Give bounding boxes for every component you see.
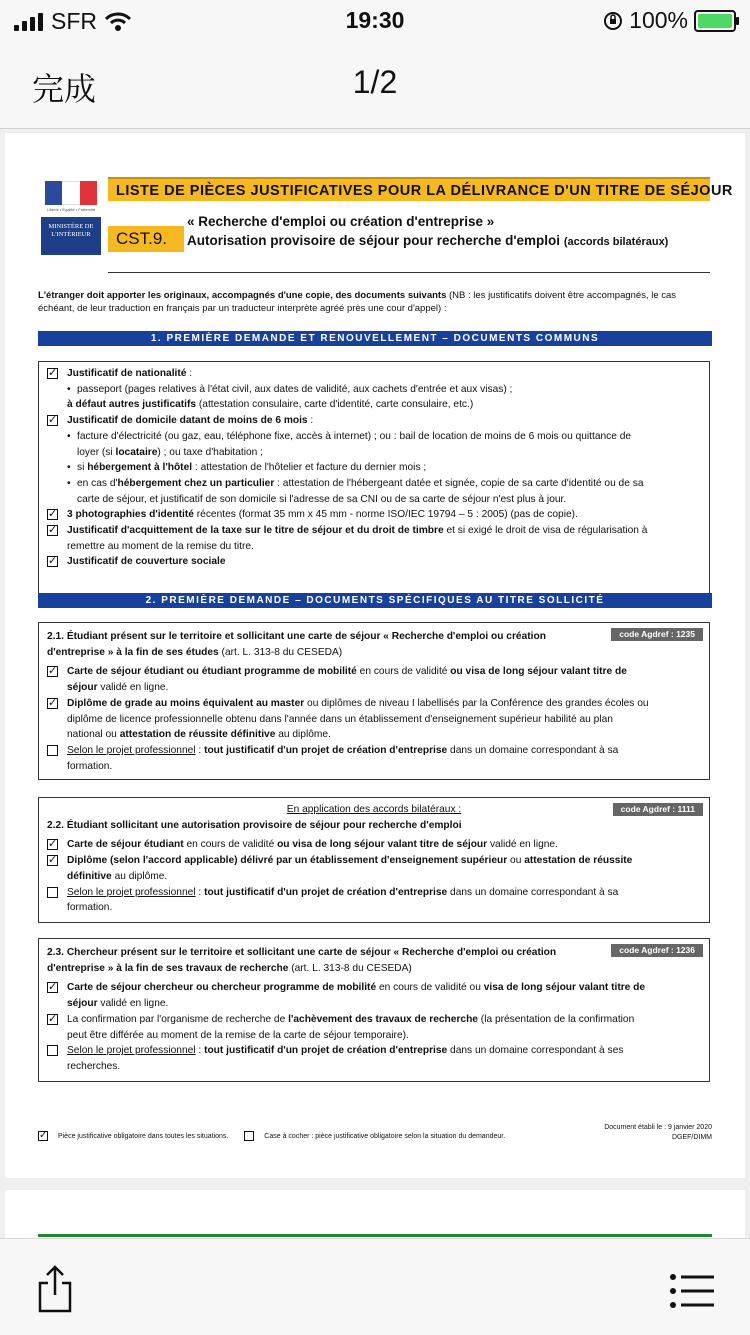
checked-box-icon: ✓ bbox=[48, 696, 58, 709]
item-text: dans un domaine correspondant à ses bbox=[447, 1045, 624, 1057]
item-text: récentes (format 35 mm x 45 mm - norme ISO/IEC 19794 – 5 : 2005) (pas de copie). bbox=[193, 509, 578, 521]
bullet-text: • facture d'électricité (ou gaz, eau, téléphone fixe, accès à internet) ; ou : bail de location de moins de 6 mois ou quittance de bbox=[39, 429, 709, 445]
form-code: CST.9. bbox=[108, 226, 184, 252]
list-item bbox=[39, 885, 709, 901]
item-bold: Carte de séjour étudiant ou étudiant programme de mobilité bbox=[67, 666, 357, 678]
list-item bbox=[39, 366, 709, 382]
empty-checkbox[interactable] bbox=[47, 745, 58, 756]
empty-checkbox[interactable] bbox=[47, 887, 58, 898]
list-item bbox=[39, 837, 709, 853]
item-bold: tout justificatif d'un projet de création d'entreprise bbox=[204, 744, 448, 756]
list-item bbox=[39, 397, 709, 413]
item-bold: attestation de réussite définitive bbox=[119, 729, 276, 741]
item-bold: ou visa de long séjour valant titre de bbox=[450, 666, 627, 678]
bottom-toolbar bbox=[0, 1238, 750, 1335]
subtitle-1: « Recherche d'emploi ou création d'entreprise » bbox=[187, 214, 495, 229]
item-text: dans un domaine correspondant à sa bbox=[447, 886, 619, 898]
document-footer bbox=[38, 1124, 712, 1141]
marianne-flag-icon bbox=[45, 181, 97, 205]
item-text: peut être différée au moment de la remise de la carte de séjour temporaire). bbox=[67, 1029, 409, 1041]
item-text: au diplôme. bbox=[275, 729, 331, 741]
item-bold: séjour bbox=[67, 682, 98, 694]
empty-checkbox-icon bbox=[244, 1131, 254, 1141]
list-item bbox=[39, 523, 709, 539]
item-text: ou diplômes de niveau I labellisés par la Conférence des grandes écoles ou bbox=[304, 697, 649, 709]
list-item bbox=[39, 1043, 709, 1059]
item-bold: séjour bbox=[67, 998, 98, 1010]
item-text: : attestation de l'hôtelier et facture du dernier mois ; bbox=[192, 462, 427, 474]
battery-percent: 100% bbox=[629, 7, 688, 33]
section-2-2-box bbox=[38, 797, 710, 923]
item-bold: Diplôme de grade au moins équivalent au master bbox=[67, 697, 305, 709]
heading-bold: d'entreprise » à la fin de ses études bbox=[47, 646, 219, 658]
divider bbox=[108, 272, 710, 273]
item-text: en cas d' bbox=[77, 477, 118, 489]
item-underlined: Selon le projet professionnel bbox=[67, 1045, 196, 1057]
checked-box-icon: ✓ bbox=[48, 414, 58, 427]
checked-box-icon: ✓ bbox=[48, 508, 58, 521]
item-text: loyer (si bbox=[77, 446, 116, 458]
item-text: formation. bbox=[67, 760, 113, 772]
item-text: formation. bbox=[67, 902, 113, 914]
checked-box-icon: ✓ bbox=[48, 524, 58, 537]
checked-box-icon: ✓ bbox=[48, 555, 58, 568]
item-underlined: Selon le projet professionnel bbox=[67, 886, 196, 898]
item-text: validé en ligne. bbox=[97, 682, 169, 694]
agdref-code-badge: code Agdref : 1236 bbox=[611, 944, 703, 957]
item-text: : attestation de l'hébergeant datée et signée, copie de sa carte d'identité ou de sa bbox=[274, 477, 644, 489]
item-text: (attestation consulaire, carte d'identité, carte consulaire, etc.) bbox=[196, 399, 474, 411]
item-bold: ou visa de long séjour valant titre de séjour bbox=[277, 839, 488, 851]
list-item bbox=[39, 476, 709, 492]
nav-bar bbox=[0, 40, 750, 129]
checked-box-icon: ✓ bbox=[48, 665, 58, 678]
item-text: : bbox=[307, 415, 314, 427]
heading-ref: (art. L. 313-8 du CESEDA) bbox=[288, 962, 412, 974]
intro-text bbox=[38, 289, 710, 315]
battery-icon bbox=[694, 10, 736, 32]
checked-box-icon: ✓ bbox=[48, 838, 58, 851]
heading-line: 2.3. Chercheur présent sur le territoire et sollicitant une carte de séjour « Recherche d'emploi ou création bbox=[47, 947, 557, 958]
item-text: : bbox=[195, 886, 205, 898]
item-text: national ou bbox=[67, 729, 120, 741]
empty-checkbox[interactable] bbox=[47, 1045, 58, 1056]
list-item bbox=[39, 727, 709, 743]
battery-area bbox=[603, 7, 736, 34]
list-item bbox=[39, 429, 709, 445]
item-bold: l'achèvement des travaux de recherche bbox=[288, 1013, 478, 1025]
section-2-header: 2. PREMIÈRE DEMANDE – DOCUMENTS SPÉCIFIQUES AU TITRE SOLLICITÉ bbox=[38, 593, 712, 608]
list-item bbox=[39, 853, 709, 869]
item-title: Justificatif de domicile datant de moins de 6 mois bbox=[67, 415, 308, 427]
document-dept: DGEF/DIMM bbox=[671, 1134, 712, 1141]
bullet-text: • passeport (pages relatives à l'état civil, aux dates de validité, aux cachets d'entrée et aux visas) ; bbox=[39, 382, 709, 398]
logo-motto: Liberté • Égalité • Fraternité bbox=[46, 207, 96, 212]
item-text: en cours de validité bbox=[356, 666, 451, 678]
list-menu-icon[interactable] bbox=[670, 1273, 714, 1309]
item-bold: visa de long séjour valant titre de bbox=[483, 982, 646, 994]
item-bold: locataire bbox=[115, 446, 158, 458]
item-text: La confirmation par l'organisme de recherche de bbox=[67, 1013, 289, 1025]
list-item bbox=[39, 664, 709, 680]
item-text: remettre au moment de la remise du titre. bbox=[67, 540, 254, 552]
checked-box-icon: ✓ bbox=[48, 367, 58, 379]
item-text: dans un domaine correspondant à sa bbox=[447, 744, 619, 756]
item-text: : bbox=[195, 1045, 205, 1057]
intro-rest: (NB : les justificatifs doivent être accompagnés, le cas échéant, de leur traduction en français par un traducteur interprète agréé près une cour d'appel) : bbox=[38, 290, 677, 314]
section-2-2-heading bbox=[39, 798, 709, 837]
list-item bbox=[39, 507, 709, 523]
heading-line bbox=[47, 645, 701, 661]
list-item bbox=[39, 680, 709, 696]
clock: 19:30 bbox=[345, 7, 405, 33]
section-1-box bbox=[38, 361, 710, 606]
list-item bbox=[39, 539, 709, 555]
heading-prefix: En application des accords bilatéraux : bbox=[286, 804, 462, 815]
item-bold: à défaut autres justificatifs bbox=[67, 399, 197, 411]
list-item bbox=[39, 996, 709, 1012]
heading-bold: d'entreprise » à la fin de ses travaux de recherche bbox=[47, 962, 289, 974]
item-bold: Carte de séjour étudiant bbox=[67, 839, 184, 851]
section-1-header: 1. PREMIÈRE DEMANDE ET RENOUVELLEMENT – DOCUMENTS COMMUNS bbox=[38, 331, 712, 346]
carrier-name: SFR bbox=[51, 8, 97, 34]
heading-line: 2.2. Étudiant sollicitant une autorisation provisoire de séjour pour recherche d'emploi bbox=[47, 819, 462, 831]
list-item bbox=[39, 382, 709, 398]
section-2-3-box bbox=[38, 938, 710, 1082]
item-text: validé en ligne. bbox=[97, 998, 169, 1010]
list-item bbox=[39, 696, 709, 712]
item-text: : bbox=[186, 368, 193, 379]
document-title: LISTE DE PIÈCES JUSTIFICATIVES POUR LA DÉLIVRANCE D'UN TITRE DE SÉJOUR bbox=[108, 177, 710, 201]
agdref-code-badge: code Agdref : 1235 bbox=[611, 628, 703, 641]
item-text: si bbox=[77, 462, 88, 474]
list-item bbox=[39, 413, 709, 429]
list-item bbox=[39, 554, 709, 570]
list-item bbox=[39, 460, 709, 476]
item-title: Justificatif d'acquittement de la taxe sur le titre de séjour et du droit de timbre bbox=[67, 525, 444, 537]
checked-box-icon: ✓ bbox=[48, 854, 58, 867]
item-text: carte de séjour, et justificatif de son domicile si l'adresse de sa CNI ou de sa carte de séjour n'est plus à jour. bbox=[77, 493, 567, 505]
list-item bbox=[39, 492, 709, 508]
item-text: : bbox=[195, 744, 205, 756]
status-bar bbox=[0, 0, 750, 40]
document-date: Document établi le : 9 janvier 2020 bbox=[604, 1124, 712, 1131]
list-item bbox=[39, 869, 709, 885]
page-2-title-rule bbox=[38, 1234, 712, 1237]
ministry-logo bbox=[41, 177, 101, 255]
section-2-1-box bbox=[38, 622, 710, 780]
list-item bbox=[39, 712, 709, 728]
item-text: en cours de validité bbox=[183, 839, 278, 851]
subtitle-2-main: Autorisation provisoire de séjour pour recherche d'emploi bbox=[187, 233, 561, 248]
page-counter: 1/2 bbox=[352, 64, 398, 100]
item-text: (la présentation de la confirmation bbox=[477, 1013, 635, 1025]
list-item bbox=[39, 1059, 709, 1075]
heading-ref: (art. L. 313-8 du CESEDA) bbox=[218, 646, 343, 658]
item-title: 3 photographies d'identité bbox=[67, 509, 194, 521]
checked-box-icon: ✓ bbox=[48, 981, 58, 994]
item-title: Justificatif de couverture sociale bbox=[67, 556, 226, 568]
list-item bbox=[39, 1012, 709, 1028]
subtitle-2-note: (accords bilatéraux) bbox=[563, 236, 669, 248]
item-text: validé en ligne. bbox=[487, 839, 558, 851]
done-button[interactable]: 完成 bbox=[32, 71, 97, 107]
legend-optional: Case à cocher : pièce justificative obligatoire selon la situation du demandeur. bbox=[264, 1132, 506, 1140]
intro-bold: L'étranger doit apporter les originaux, accompagnés d'une copie, des documents suivants bbox=[38, 290, 447, 301]
checked-box-icon: ✓ bbox=[48, 1012, 58, 1025]
item-text: au diplôme. bbox=[111, 870, 168, 882]
item-text: en cours de validité ou bbox=[376, 982, 484, 994]
item-text: diplôme de licence professionnelle obtenu dans l'année dans un établissement d'enseignement supérieur habilité au plan bbox=[67, 713, 613, 725]
item-text: recherches. bbox=[67, 1060, 121, 1072]
item-bold: tout justificatif d'un projet de création d'entreprise bbox=[204, 886, 448, 898]
item-text: et si exigé le droit de visa de régularisation à bbox=[443, 525, 648, 537]
item-text: ) ; ou taxe d'habitation ; bbox=[157, 446, 263, 458]
item-underlined: Selon le projet professionnel bbox=[67, 744, 196, 756]
share-icon[interactable] bbox=[36, 1265, 74, 1313]
section-2-1-heading bbox=[39, 623, 709, 664]
item-bold: définitive bbox=[67, 870, 112, 882]
orientation-lock-icon bbox=[603, 11, 623, 31]
item-bold: Carte de séjour chercheur ou chercheur programme de mobilité bbox=[67, 982, 377, 994]
item-title: Justificatif de nationalité bbox=[67, 368, 187, 379]
legend-mandatory: Pièce justificative obligatoire dans toutes les situations. bbox=[57, 1132, 229, 1140]
list-item bbox=[39, 900, 709, 916]
checked-box-icon: ✓ bbox=[39, 1130, 48, 1141]
list-item bbox=[39, 445, 709, 461]
item-bold: hébergement à l'hôtel bbox=[87, 462, 193, 474]
section-2-3-heading bbox=[39, 939, 709, 980]
item-text: ou bbox=[507, 855, 525, 867]
ministry-label: MINISTÈRE DE L'INTÉRIEUR bbox=[41, 217, 101, 255]
item-bold: attestation de réussite bbox=[524, 855, 633, 867]
document-date-block bbox=[604, 1123, 712, 1143]
list-item bbox=[39, 980, 709, 996]
list-item bbox=[39, 743, 709, 759]
item-bold: hébergement chez un particulier bbox=[117, 477, 275, 489]
document-page bbox=[5, 133, 745, 1178]
item-bold: Diplôme (selon l'accord applicable) délivré par un établissement d'enseignement supérieur bbox=[67, 855, 508, 867]
heading-line bbox=[47, 961, 701, 977]
list-item bbox=[39, 759, 709, 775]
list-item bbox=[39, 1028, 709, 1044]
item-bold: tout justificatif d'un projet de création d'entreprise bbox=[204, 1045, 448, 1057]
heading-line: 2.1. Étudiant présent sur le territoire et sollicitant une carte de séjour « Recherche d'emploi ou création bbox=[47, 631, 546, 642]
agdref-code-badge: code Agdref : 1111 bbox=[613, 803, 703, 816]
subtitle-2 bbox=[187, 233, 668, 248]
